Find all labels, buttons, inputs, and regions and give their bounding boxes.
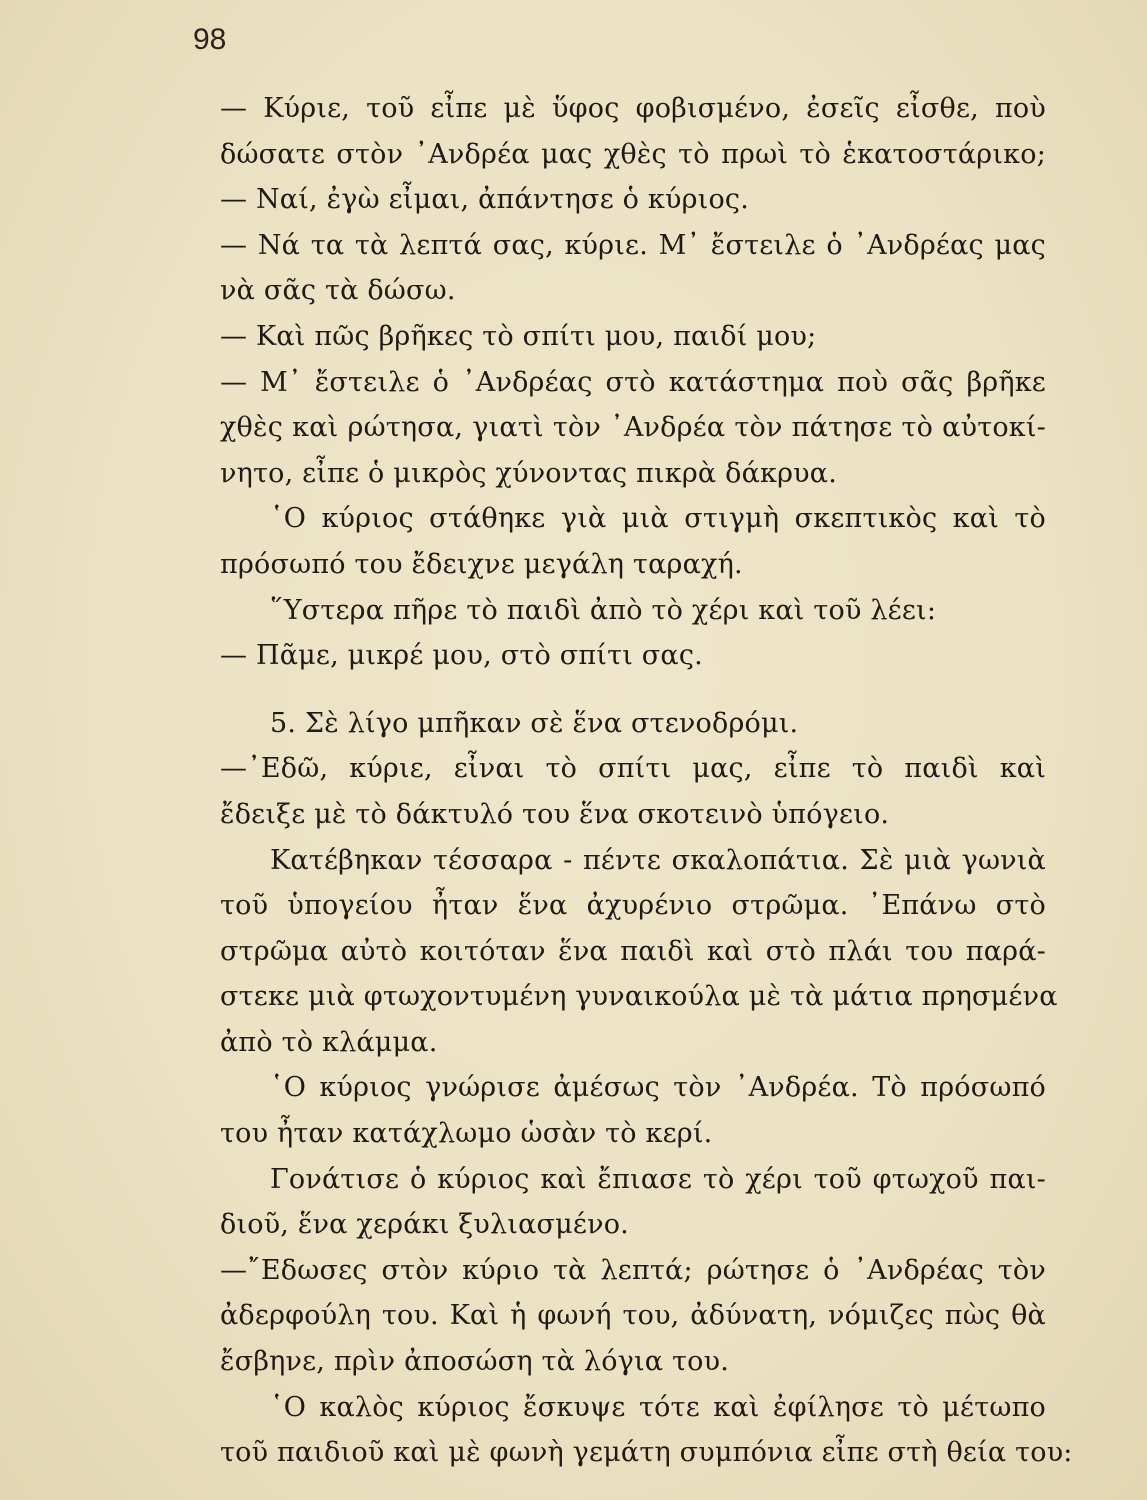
text-line: του ἦταν κατάχλωμο ὡσὰν τὸ κερί. <box>220 1118 713 1150</box>
text-line: — Νά τα τὰ λεπτά σας, κύριε. Μ᾿ ἔστειλε ὁ ᾿Ανδρέας μας <box>220 229 1046 261</box>
text-line: 5. Σὲ λίγο μπῆκαν σὲ ἕνα στενοδρόμι. <box>270 707 799 739</box>
text-line: χθὲς καὶ ρώτησα, γιατὶ τὸν ᾿Ανδρέα τὸν πάτησε τὸ αὐτοκί- <box>220 412 1046 444</box>
text-line: στεκε μιὰ φτωχοντυμένη γυναικούλα μὲ τὰ μάτια πρησμένα <box>220 981 1058 1013</box>
text-line: — Κύριε, τοῦ εἶπε μὲ ὕφος φοβισμένο, ἐσεῖς εἶσθε, ποὺ <box>220 93 1046 124</box>
text-line: ἔδειξε μὲ τὸ δάκτυλό του ἕνα σκοτεινὸ ὑπόγειο. <box>220 798 890 830</box>
text-line: — Μ᾿ ἔστειλε ὁ ᾿Ανδρέας στὸ κατάστημα ποὺ σᾶς βρῆκε <box>220 366 1046 398</box>
paragraph-gap <box>220 679 1046 701</box>
text-line: ῾Ο κύριος γνώρισε ἀμέσως τὸν ᾿Ανδρέα. Τὸ πρόσωπό <box>270 1072 1046 1104</box>
text-line: ῾Ο καλὸς κύριος ἔσκυψε τότε καὶ ἐφίλησε τὸ μέτωπο <box>270 1391 1046 1423</box>
text-line: Κατέβηκαν τέσσαρα - πέντε σκαλοπάτια. Σὲ μιὰ γωνιὰ <box>270 844 1046 876</box>
text-line: ῾Ο κύριος στάθηκε γιὰ μιὰ στιγμὴ σκεπτικὸς καὶ τὸ <box>270 503 1046 535</box>
text-line: ἔσβηνε, πρὶν ἀποσώση τὰ λόγια του. <box>220 1346 729 1378</box>
body-text <box>220 86 1073 1476</box>
text-line: διοῦ, ἕνα χεράκι ξυλιασμένο. <box>220 1209 629 1241</box>
text-line: νὰ σᾶς τὰ δώσω. <box>220 275 456 307</box>
text-line: τοῦ ὑπογείου ἦταν ἕνα ἀχυρένιο στρῶμα. ᾿Επάνω στὸ <box>220 890 1046 922</box>
text-line: —᾿Εδῶ, κύριε, εἶναι τὸ σπίτι μας, εἶπε τὸ παιδὶ καὶ <box>220 753 1046 785</box>
text-line: — Καὶ πῶς βρῆκες τὸ σπίτι μου, παιδί μου; <box>220 320 817 352</box>
text-line: ῞Υστερα πῆρε τὸ παιδὶ ἀπὸ τὸ χέρι καὶ τοῦ λέει: <box>270 594 937 626</box>
text-line: πρόσωπό του ἔδειχνε μεγάλη ταραχή. <box>220 548 743 580</box>
text-line: Γονάτισε ὁ κύριος καὶ ἔπιασε τὸ χέρι τοῦ φτωχοῦ παι- <box>270 1163 1046 1195</box>
text-line: δώσατε στὸν ᾿Ανδρέα μας χθὲς τὸ πρωὶ τὸ ἑκατοστάρικο; <box>220 138 1046 170</box>
text-line: ἀδερφούλη του. Καὶ ἡ φωνή του, ἀδύνατη, νόμιζες πὼς θὰ <box>220 1300 1046 1332</box>
text-line: — Πᾶμε, μικρέ μου, στὸ σπίτι σας. <box>220 640 703 672</box>
text-line: —῎Εδωσες στὸν κύριο τὰ λεπτά; ρώτησε ὁ ᾿Ανδρέας τὸν <box>220 1254 1046 1286</box>
text-line: νητο, εἶπε ὁ μικρὸς χύνοντας πικρὰ δάκρυα. <box>220 457 838 489</box>
text-line: — Ναί, ἐγὼ εἶμαι, ἀπάντησε ὁ κύριος. <box>220 184 750 216</box>
page-number: 98 <box>193 23 227 56</box>
text-line: τοῦ παιδιοῦ καὶ μὲ φωνὴ γεμάτη συμπόνια εἶπε στὴ θεία του: <box>220 1437 1073 1469</box>
text-line: στρῶμα αὐτὸ κοιτόταν ἕνα παιδὶ καὶ στὸ πλάι του παρά- <box>220 935 1046 967</box>
text-line: ἀπὸ τὸ κλάμμα. <box>220 1026 438 1058</box>
